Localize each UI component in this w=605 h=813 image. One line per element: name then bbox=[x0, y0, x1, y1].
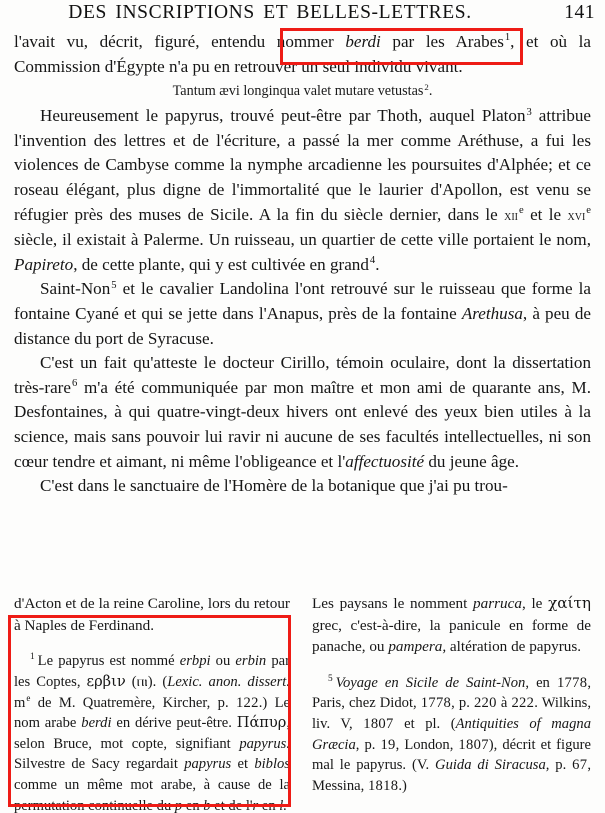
paragraph-heureusement: Heureusement le papyrus, trouvé peut-être par Thoth, auquel Platon$^3$ attribue l'invention des lettres et de l'écriture, a passé la mer comme Aréthuse, a fui les violences de Cambyse comme la nymphe arcadienne les poursuites d'Alphée; et ce roseau élégant, plus digne de l'immortalité que le laurier d'Apollon, est venu se réfugier près des muses de Sicile. A la fin du siècle dernier, dans le xii$^e$ et le xvi$^e$ siècle, il existait à Palerme. Un ruisseau, un quartier de cette ville portaient le nom, Papireto, de cette plante, qui y est cultivée en grand$^4$. bbox=[14, 106, 591, 274]
footnote-1: $^1$ Le papyrus est nommé erbpi ou erbin par les Coptes, ερβιν (ⲡⲓ). (Lexic. anon. dissert. $m^e$ de M. Quatremère, Kircher, p. 122.) Le nom arabe berdi en dérive peut-être. Πάπυρ, selon Bruce, mot copte, signifiant papyrus. Silvestre de Sacy regardait papyrus et biblos comme un même mot arabe, à cause de la permutation continuelle du p en b et de l'r en l. bbox=[14, 652, 290, 813]
paragraph-sanctuaire: C'est dans le sanctuaire de l'Homère de la botanique que j'ai pu trou- bbox=[40, 476, 508, 496]
footnote-column-left bbox=[14, 578, 290, 813]
footnote-mark-5: 5 bbox=[328, 673, 333, 684]
latin-epigraph: Tantum ævi longinqua valet mutare vetustas$^2$. bbox=[172, 81, 433, 100]
folio-number: 141 bbox=[564, 2, 595, 23]
body-text-column bbox=[14, 30, 591, 499]
footnote-mark-1: 1 bbox=[30, 652, 35, 663]
footnote-5: $^5$ Voyage en Sicile de Saint-Non, en 1778, Paris, chez Didot, 1778, p. 220 à 222. Wilkins, liv. V, 1807 et pl. (Antiquities of magna Græcia, p. 19, London, 1807), décrit et figure mal le papyrus. (V. Guida di Siracusa, p. 67, Messina, 1818.) bbox=[312, 673, 591, 794]
page-title: DES INSCRIPTIONS ET BELLES-LETTRES. bbox=[68, 2, 472, 23]
paragraph-cirillo: C'est un fait qu'atteste le docteur Cirillo, témoin oculaire, dont la dissertation très-rare$^6$ m'a été communiquée par mon maître et mon ami de quarante ans, M. Desfontaines, à qui quatre-vingt-deux hivers ont enlevé des yeux bien utiles à la science, mais sans pouvoir lui ravir ni aucune de ses facultés intellectuelles, ni son cœur tendre et aimant, ni même l'obligeance et l'affectuosité du jeune âge. bbox=[14, 353, 591, 471]
running-head bbox=[0, 2, 605, 26]
paragraph-saint-non: Saint-Non$^5$ et le cavalier Landolina l'ont retrouvé sur le ruisseau que forme la fontaine Cyané et qui se jette dans l'Anapus, près de la fontaine Arethusa, à peu de distance du port de Syracuse. bbox=[14, 279, 591, 348]
catchline-left: d'Acton et de la reine Caroline, lors du retour à Naples de Ferdinand. bbox=[14, 595, 290, 634]
catchline-right: Les paysans le nomment parruca, le χαίτη grec, c'est-à-dire, la panicule en forme de panache, ou pampera, altération de papyrus. bbox=[312, 594, 591, 656]
footnote-column-right bbox=[312, 578, 591, 813]
footnote-area bbox=[14, 578, 591, 813]
paragraph-continued: l'avait vu, décrit, figuré, entendu nommer berdi par les Arabes$^1$, et où la Commission d'Égypte n'a pu en retrouver un seul individu vivant. bbox=[14, 32, 591, 76]
